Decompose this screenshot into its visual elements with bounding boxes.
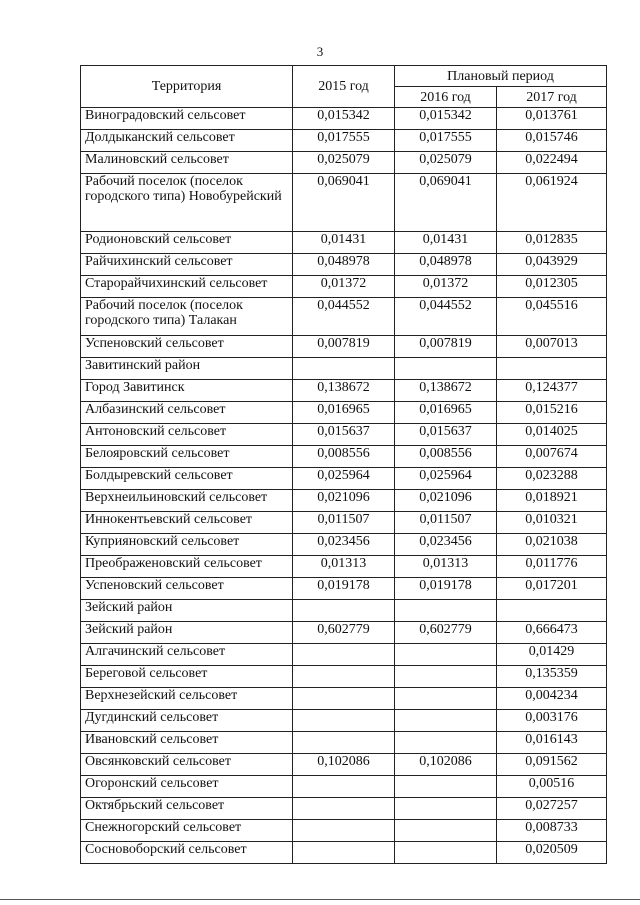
value-2017-cell: 0,045516: [497, 298, 607, 336]
territory-cell: Зейский район: [81, 622, 293, 644]
value-2015-cell: 0,102086: [293, 754, 395, 776]
table-row: [81, 130, 607, 152]
value-2017-cell: 0,007674: [497, 446, 607, 468]
value-2015-cell: 0,025964: [293, 468, 395, 490]
value-2016-cell: 0,01372: [395, 276, 497, 298]
value-2017-cell: 0,091562: [497, 754, 607, 776]
table-row: [81, 556, 607, 578]
table-row: [81, 622, 607, 644]
value-2016-cell: [395, 842, 497, 864]
value-2015-cell: 0,016965: [293, 402, 395, 424]
territory-cell: Виноградовский сельсовет: [81, 108, 293, 130]
value-2017-cell: 0,061924: [497, 174, 607, 232]
header-2015: 2015 год: [293, 66, 395, 108]
value-2016-cell: [395, 710, 497, 732]
value-2017-cell: 0,003176: [497, 710, 607, 732]
table-row: [81, 688, 607, 710]
value-2015-cell: 0,069041: [293, 174, 395, 232]
value-2015-cell: 0,007819: [293, 336, 395, 358]
value-2016-cell: 0,011507: [395, 512, 497, 534]
value-2016-cell: 0,069041: [395, 174, 497, 232]
territory-cell: Дугдинский сельсовет: [81, 710, 293, 732]
page-number: 3: [316, 44, 324, 59]
value-2015-cell: 0,008556: [293, 446, 395, 468]
value-2016-cell: [395, 732, 497, 754]
value-2016-cell: 0,102086: [395, 754, 497, 776]
territory-cell: Старорайчихинский сельсовет: [81, 276, 293, 298]
value-2017-cell: 0,666473: [497, 622, 607, 644]
value-2015-cell: 0,015342: [293, 108, 395, 130]
header-planned-period: Плановый период: [395, 66, 607, 87]
value-2017-cell: 0,043929: [497, 254, 607, 276]
table-row: [81, 710, 607, 732]
value-2016-cell: [395, 798, 497, 820]
value-2016-cell: [395, 820, 497, 842]
value-2015-cell: [293, 842, 395, 864]
value-2015-cell: [293, 798, 395, 820]
value-2016-cell: 0,016965: [395, 402, 497, 424]
territory-cell: Рабочий поселок (поселок городского типа) Новобурейский: [81, 174, 293, 232]
territory-cell: Долдыканский сельсовет: [81, 130, 293, 152]
value-2015-cell: 0,048978: [293, 254, 395, 276]
territory-cell: Ивановский сельсовет: [81, 732, 293, 754]
value-2015-cell: 0,01431: [293, 232, 395, 254]
value-2017-cell: 0,022494: [497, 152, 607, 174]
value-2016-cell: 0,023456: [395, 534, 497, 556]
territory-cell: Город Завитинск: [81, 380, 293, 402]
table-row: [81, 174, 607, 232]
value-2015-cell: [293, 732, 395, 754]
table-row: [81, 108, 607, 130]
value-2016-cell: 0,025079: [395, 152, 497, 174]
value-2015-cell: 0,023456: [293, 534, 395, 556]
value-2015-cell: 0,015637: [293, 424, 395, 446]
table-row: [81, 336, 607, 358]
territory-cell: Рабочий поселок (поселок городского типа) Талакан: [81, 298, 293, 336]
value-2016-cell: [395, 776, 497, 798]
region-row: [81, 358, 607, 380]
value-2016-cell: 0,01313: [395, 556, 497, 578]
value-2016-cell: 0,015342: [395, 108, 497, 130]
region-row: [81, 600, 607, 622]
value-2016-cell: 0,01431: [395, 232, 497, 254]
value-2016-cell: [395, 644, 497, 666]
table-row: [81, 732, 607, 754]
territory-cell: Антоновский сельсовет: [81, 424, 293, 446]
value-2015-cell: 0,011507: [293, 512, 395, 534]
value-2016-cell: 0,138672: [395, 380, 497, 402]
territory-cell: Белояровский сельсовет: [81, 446, 293, 468]
value-2016-cell: 0,015637: [395, 424, 497, 446]
territory-cell: Октябрьский сельсовет: [81, 798, 293, 820]
table-row: [81, 666, 607, 688]
empty-cell: [293, 600, 395, 622]
empty-cell: [497, 600, 607, 622]
value-2015-cell: [293, 644, 395, 666]
table-row: [81, 534, 607, 556]
value-2017-cell: 0,015746: [497, 130, 607, 152]
value-2017-cell: 0,015216: [497, 402, 607, 424]
value-2017-cell: 0,004234: [497, 688, 607, 710]
territory-cell: Преображеновский сельсовет: [81, 556, 293, 578]
value-2015-cell: 0,021096: [293, 490, 395, 512]
empty-cell: [293, 358, 395, 380]
value-2016-cell: 0,017555: [395, 130, 497, 152]
value-2017-cell: 0,021038: [497, 534, 607, 556]
table-row: [81, 512, 607, 534]
value-2016-cell: [395, 688, 497, 710]
value-2017-cell: 0,027257: [497, 798, 607, 820]
value-2017-cell: 0,013761: [497, 108, 607, 130]
value-2015-cell: [293, 820, 395, 842]
value-2016-cell: 0,048978: [395, 254, 497, 276]
value-2016-cell: 0,019178: [395, 578, 497, 600]
table-row: [81, 402, 607, 424]
value-2015-cell: 0,017555: [293, 130, 395, 152]
bottom-divider: [0, 899, 640, 900]
value-2017-cell: 0,018921: [497, 490, 607, 512]
territory-cell: Куприяновский сельсовет: [81, 534, 293, 556]
table-row: [81, 446, 607, 468]
table-body: [81, 108, 607, 864]
table-row: [81, 842, 607, 864]
value-2016-cell: [395, 666, 497, 688]
value-2017-cell: 0,135359: [497, 666, 607, 688]
table-row: [81, 644, 607, 666]
value-2015-cell: 0,01313: [293, 556, 395, 578]
empty-cell: [395, 358, 497, 380]
value-2016-cell: 0,025964: [395, 468, 497, 490]
value-2017-cell: 0,00516: [497, 776, 607, 798]
value-2016-cell: 0,602779: [395, 622, 497, 644]
value-2017-cell: 0,023288: [497, 468, 607, 490]
territory-cell: Верхнезейский сельсовет: [81, 688, 293, 710]
territory-cell: Иннокентьевский сельсовет: [81, 512, 293, 534]
region-name: Завитинский район: [81, 358, 293, 380]
territory-cell: Огоронский сельсовет: [81, 776, 293, 798]
table-row: [81, 152, 607, 174]
header-2016: 2016 год: [395, 87, 497, 108]
territory-cell: Райчихинский сельсовет: [81, 254, 293, 276]
value-2017-cell: 0,007013: [497, 336, 607, 358]
territory-cell: Алгачинский сельсовет: [81, 644, 293, 666]
territory-cell: Албазинский сельсовет: [81, 402, 293, 424]
value-2017-cell: 0,017201: [497, 578, 607, 600]
value-2015-cell: 0,019178: [293, 578, 395, 600]
value-2017-cell: 0,124377: [497, 380, 607, 402]
table-row: [81, 468, 607, 490]
table-row: [81, 254, 607, 276]
value-2017-cell: 0,01429: [497, 644, 607, 666]
value-2016-cell: 0,044552: [395, 298, 497, 336]
value-2016-cell: 0,021096: [395, 490, 497, 512]
table-row: [81, 276, 607, 298]
territory-table: [80, 65, 607, 864]
table-row: [81, 754, 607, 776]
table-row: [81, 490, 607, 512]
value-2017-cell: 0,016143: [497, 732, 607, 754]
header-territory: Территория: [81, 66, 293, 108]
table-row: [81, 798, 607, 820]
value-2015-cell: 0,025079: [293, 152, 395, 174]
territory-cell: Овсянковский сельсовет: [81, 754, 293, 776]
value-2016-cell: 0,007819: [395, 336, 497, 358]
table-row: [81, 232, 607, 254]
territory-cell: Береговой сельсовет: [81, 666, 293, 688]
region-name: Зейский район: [81, 600, 293, 622]
table-row: [81, 424, 607, 446]
value-2015-cell: 0,602779: [293, 622, 395, 644]
territory-cell: Верхнеильиновский сельсовет: [81, 490, 293, 512]
value-2015-cell: 0,044552: [293, 298, 395, 336]
value-2017-cell: 0,011776: [497, 556, 607, 578]
table-row: [81, 380, 607, 402]
territory-cell: Малиновский сельсовет: [81, 152, 293, 174]
value-2017-cell: 0,012835: [497, 232, 607, 254]
value-2017-cell: 0,008733: [497, 820, 607, 842]
territory-cell: Родионовский сельсовет: [81, 232, 293, 254]
table-row: [81, 776, 607, 798]
territory-cell: Успеновский сельсовет: [81, 336, 293, 358]
value-2015-cell: 0,138672: [293, 380, 395, 402]
table-row: [81, 820, 607, 842]
header-2017: 2017 год: [497, 87, 607, 108]
table-row: [81, 578, 607, 600]
table-row: [81, 298, 607, 336]
territory-cell: Болдыревский сельсовет: [81, 468, 293, 490]
territory-cell: Сосновоборский сельсовет: [81, 842, 293, 864]
value-2015-cell: [293, 688, 395, 710]
value-2015-cell: 0,01372: [293, 276, 395, 298]
value-2015-cell: [293, 666, 395, 688]
value-2017-cell: 0,020509: [497, 842, 607, 864]
value-2015-cell: [293, 710, 395, 732]
empty-cell: [395, 600, 497, 622]
value-2017-cell: 0,010321: [497, 512, 607, 534]
value-2017-cell: 0,014025: [497, 424, 607, 446]
territory-cell: Успеновский сельсовет: [81, 578, 293, 600]
territory-cell: Снежногорский сельсовет: [81, 820, 293, 842]
value-2016-cell: 0,008556: [395, 446, 497, 468]
value-2015-cell: [293, 776, 395, 798]
value-2017-cell: 0,012305: [497, 276, 607, 298]
empty-cell: [497, 358, 607, 380]
